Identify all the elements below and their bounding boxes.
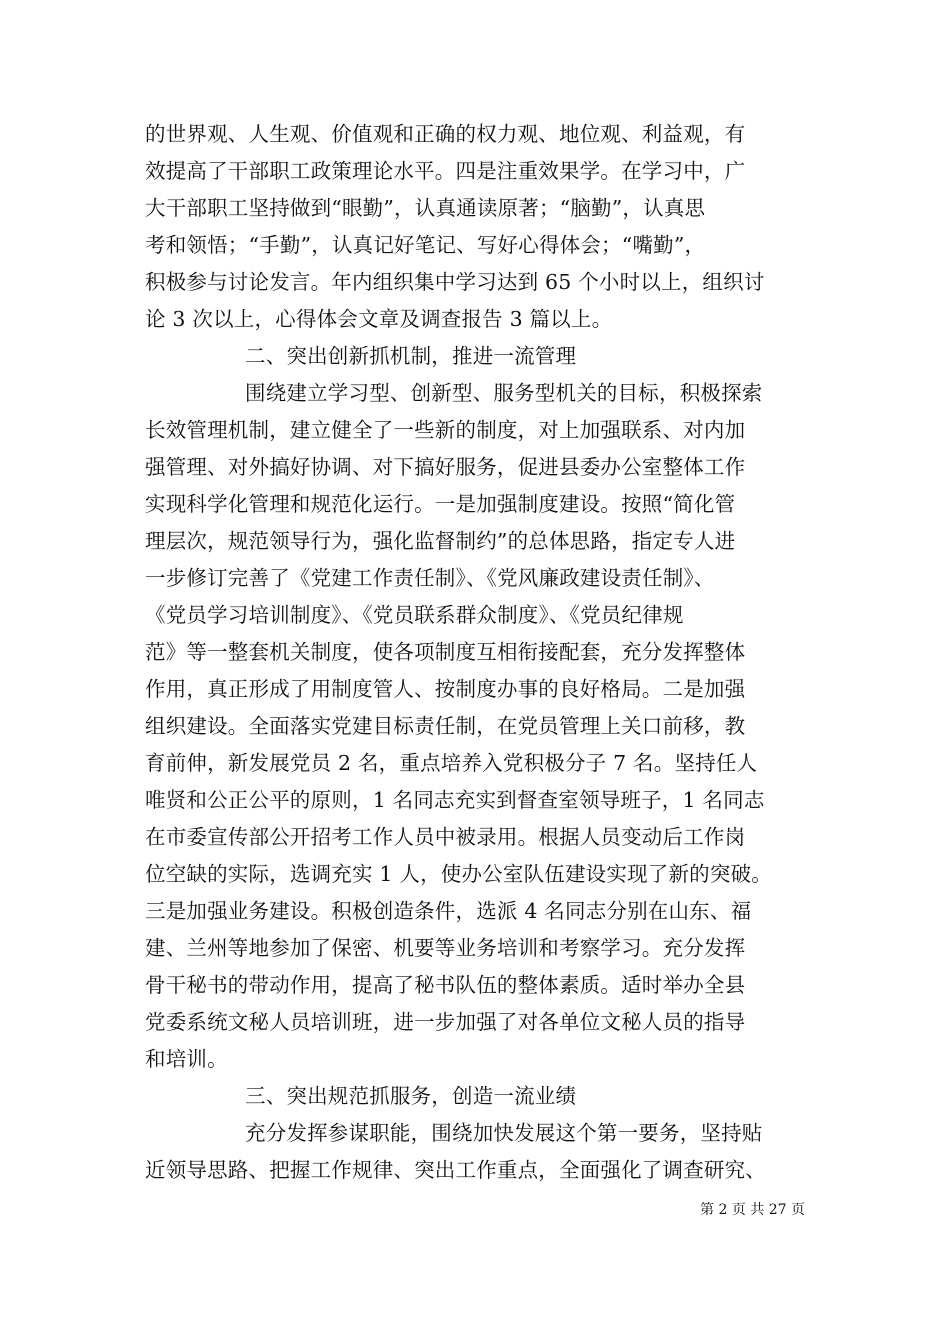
text-line: 唯贤和公正公平的原则，1 名同志充实到督查室领导班子，1 名同志 xyxy=(145,788,765,812)
text-line: 大干部职工坚持做到“眼勤”，认真通读原著；“脑勤”，认真思 xyxy=(145,196,706,220)
text-line: 积极参与讨论发言。年内组织集中学习达到 65 个小时以上，组织讨 xyxy=(145,270,765,294)
text-line: 党委系统文秘人员培训班，进一步加强了对各单位文秘人员的指导 xyxy=(145,1010,746,1034)
text-line: 组织建设。全面落实党建目标责任制，在党员管理上关口前移，教 xyxy=(145,714,746,738)
text-line: 一步修订完善了《党建工作责任制》、《党风廉政建设责任制》、 xyxy=(145,566,715,590)
text-line: 三是加强业务建设。积极创造条件，选派 4 名同志分别在山东、福 xyxy=(145,899,752,923)
section-heading: 二、突出创新抓机制，推进一流管理 xyxy=(245,344,577,368)
text-line: 充分发挥参谋职能，围绕加快发展这个第一要务，坚持贴 xyxy=(245,1121,763,1145)
text-line: 在市委宣传部公开招考工作人员中被录用。根据人员变动后工作岗 xyxy=(145,825,746,849)
page-footer: 第 2 页 共 27 页 xyxy=(700,1202,805,1218)
text-line: 考和领悟；“手勤”，认真记好笔记、写好心得体会；“嘴勤”， xyxy=(145,233,706,257)
section-heading: 三、突出规范抓服务，创造一流业绩 xyxy=(245,1084,577,1108)
text-line: 作用，真正形成了用制度管人、按制度办事的良好格局。二是加强 xyxy=(145,677,746,701)
text-line: 长效管理机制，建立健全了一些新的制度，对上加强联系、对内加 xyxy=(145,418,746,442)
text-line: 的世界观、人生观、价值观和正确的权力观、地位观、利益观，有 xyxy=(145,122,746,146)
text-line: 《党员学习培训制度》、《党员联系群众制度》、《党员纪律规 xyxy=(145,603,684,627)
text-line: 强管理、对外搞好协调、对下搞好服务，促进县委办公室整体工作 xyxy=(145,455,746,479)
text-line: 围绕建立学习型、创新型、服务型机关的目标，积极探索 xyxy=(245,381,763,405)
text-line: 论 3 次以上，心得体会文章及调查报告 3 篇以上。 xyxy=(145,307,613,331)
text-line: 位空缺的实际，选调充实 1 人，使办公室队伍建设实现了新的突破。 xyxy=(145,862,772,886)
text-line: 育前伸，新发展党员 2 名，重点培养入党积极分子 7 名。坚持任人 xyxy=(145,751,758,775)
text-line: 建、兰州等地参加了保密、机要等业务培训和考察学习。充分发挥 xyxy=(145,936,746,960)
text-line: 和培训。 xyxy=(145,1047,228,1071)
text-line: 近领导思路、把握工作规律、突出工作重点，全面强化了调查研究、 xyxy=(145,1158,766,1182)
text-line: 效提高了干部职工政策理论水平。四是注重效果学。在学习中，广 xyxy=(145,159,746,183)
text-line: 理层次，规范领导行为，强化监督制约”的总体思路，指定专人进 xyxy=(145,529,736,553)
text-line: 实现科学化管理和规范化运行。一是加强制度建设。按照“简化管 xyxy=(145,492,736,516)
text-line: 范》等一整套机关制度，使各项制度互相衔接配套，充分发挥整体 xyxy=(145,640,746,664)
text-line: 骨干秘书的带动作用，提高了秘书队伍的整体素质。适时举办全县 xyxy=(145,973,746,997)
